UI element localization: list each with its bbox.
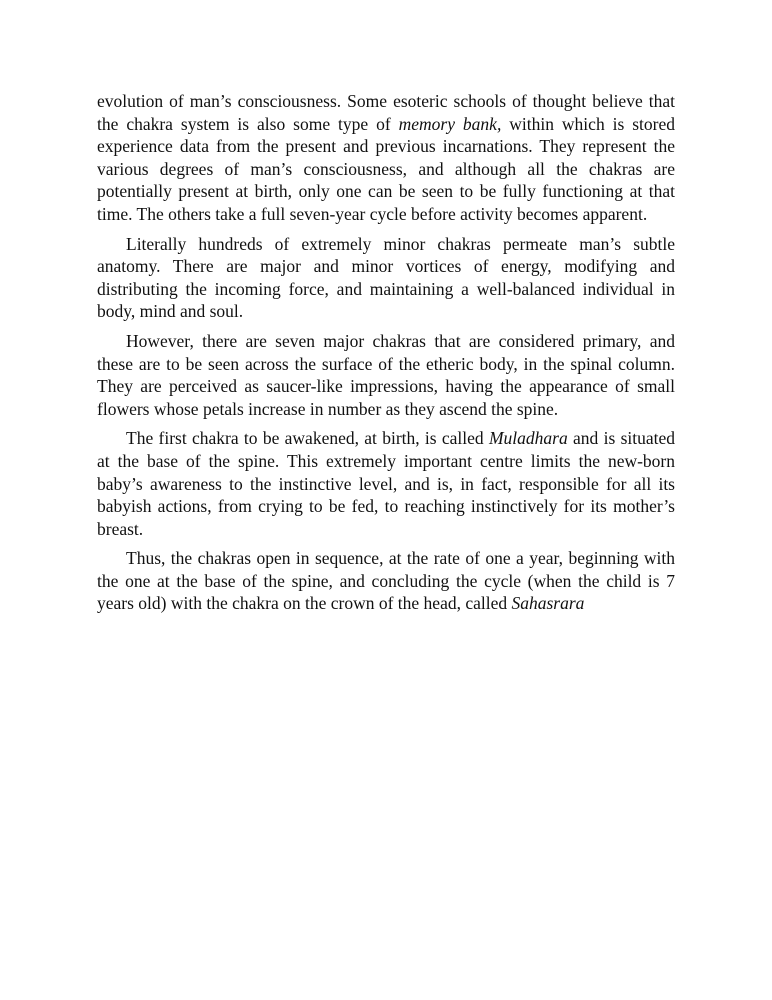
- text-run: Literally hundreds of extremely minor chakras permeate man’s subtle anatomy. There are major and minor vortices of energy, modifying and distributing the incoming force, and maintaining a well-balanced individual in body, mind and soul.: [97, 233, 675, 322]
- text-run: within which is stored experience data from the present and previous incarnations. They represent the various degrees of man’s consciousness, and although all the chakras are potentially present at birth, only one can be seen to be fully functioning at that time. The others take a full seven-year cycle before activity becomes apparent.: [97, 113, 675, 224]
- paragraph: [97, 330, 675, 420]
- text-run-italic: memory bank,: [398, 113, 502, 134]
- document-page: [97, 90, 675, 622]
- text-run: evolution of man’s consciousness. Some esoteric schools of thought believe that the chakra system is also some type of: [97, 91, 675, 134]
- paragraph: [97, 427, 675, 540]
- paragraph: [97, 547, 675, 615]
- paragraph-continuation: [97, 90, 675, 226]
- text-run: Thus, the chakras open in sequence, at the rate of one a year, beginning with the one at the base of the spine, and concluding the cycle (when the child is 7 years old) with the chakra on the crown of the head, called: [97, 548, 675, 614]
- text-run-italic: Muladhara: [488, 428, 568, 449]
- text-run: and is situated at the base of the spine. This extremely important centre limits the new-born baby’s awareness to the instinctive level, and is, in fact, responsible for all its babyish actions, from crying to be fed, to reaching instinctively for its mother’s breast.: [97, 428, 675, 539]
- text-run-italic: Sahasrara: [511, 593, 585, 614]
- text-run: The first chakra to be awakened, at birth, is called: [126, 428, 489, 449]
- paragraph: [97, 233, 675, 323]
- text-run: However, there are seven major chakras that are considered primary, and these are to be seen across the surface of the etheric body, in the spinal column. They are perceived as saucer-like impressions, having the appearance of small flowers whose petals increase in number as they ascend the spine.: [97, 330, 675, 419]
